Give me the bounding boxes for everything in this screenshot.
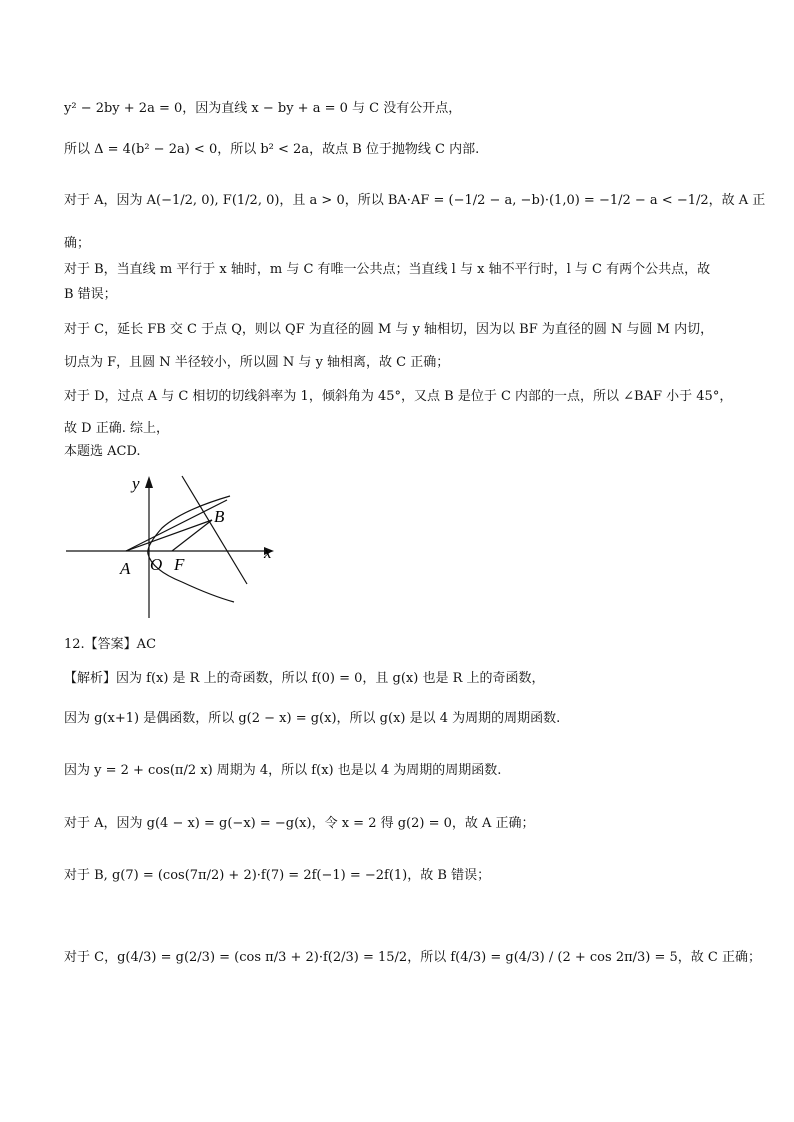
text-line-2: 所以 Δ = 4(b² − 2a) < 0，所以 b² < 2a，故点 B 位于抛物线 C 内部.	[64, 142, 480, 157]
label-y: y	[132, 474, 140, 493]
text-line-1: y² − 2by + 2a = 0，因为直线 x − by + a = 0 与 C 没有公开点，	[64, 101, 462, 116]
text-line-18: 对于 C，g(4/3) = g(2/3) = (cos π/3 + 2)·f(2/3) = 15/2，所以 f(4/3) = g(4/3) / (2 + cos 2π/3) = 5，故 C 正确；	[64, 950, 761, 965]
segment-AB	[126, 520, 212, 551]
text-line-5: 对于 B，当直线 m 平行于 x 轴时，m 与 C 有唯一公共点；当直线 l 与 x 轴不平行时，l 与 C 有两个公共点，故	[64, 262, 711, 277]
text-line-4: 确；	[64, 236, 91, 251]
y-axis-arrow	[145, 476, 153, 488]
answer-heading: 12.【答案】AC	[64, 637, 157, 652]
text-line-3: 对于 A，因为 A(−1/2, 0), F(1/2, 0)，且 a > 0，所以 BA·AF = (−1/2 − a, −b)·(1,0) = −1/2 − a < −1/2，故 A 正	[64, 193, 766, 208]
text-line-16: 对于 A，因为 g(4 − x) = g(−x) = −g(x)，令 x = 2 得 g(2) = 0，故 A 正确；	[64, 816, 535, 831]
text-line-15: 因为 y = 2 + cos(π/2 x) 周期为 4，所以 f(x) 也是以 4 为周期的周期函数.	[64, 763, 502, 778]
text-line-9: 对于 D，过点 A 与 C 相切的切线斜率为 1，倾斜角为 45°，又点 B 是位于 C 内部的一点，所以 ∠BAF 小于 45°，	[64, 389, 733, 404]
label-B: B	[214, 507, 225, 526]
text-line-7: 对于 C，延长 FB 交 C 于点 Q，则以 QF 为直径的圆 M 与 y 轴相切，因为以 BF 为直径的圆 N 与圆 M 内切，	[64, 322, 714, 337]
text-line-6: B 错误；	[64, 287, 117, 302]
label-x: x	[264, 543, 272, 562]
text-line-11: 本题选 ACD.	[64, 444, 141, 459]
text-line-13: 【解析】因为 f(x) 是 R 上的奇函数，所以 f(0) = 0，且 g(x) 也是 R 上的奇函数，	[64, 671, 545, 686]
parabola-figure	[62, 470, 292, 630]
text-line-17: 对于 B, g(7) = (cos(7π/2) + 2)·f(7) = 2f(−1) = −2f(1)，故 B 错误；	[64, 868, 491, 883]
label-F: F	[174, 555, 185, 574]
label-A: A	[120, 559, 131, 578]
label-O: O	[150, 555, 163, 574]
text-line-14: 因为 g(x+1) 是偶函数，所以 g(2 − x) = g(x)，所以 g(x) 是以 4 为周期的周期函数.	[64, 711, 561, 726]
text-line-8: 切点为 F，且圆 N 半径较小，所以圆 N 与 y 轴相离，故 C 正确；	[64, 355, 450, 370]
line-l	[182, 476, 247, 584]
text-line-10: 故 D 正确. 综上，	[64, 421, 169, 436]
